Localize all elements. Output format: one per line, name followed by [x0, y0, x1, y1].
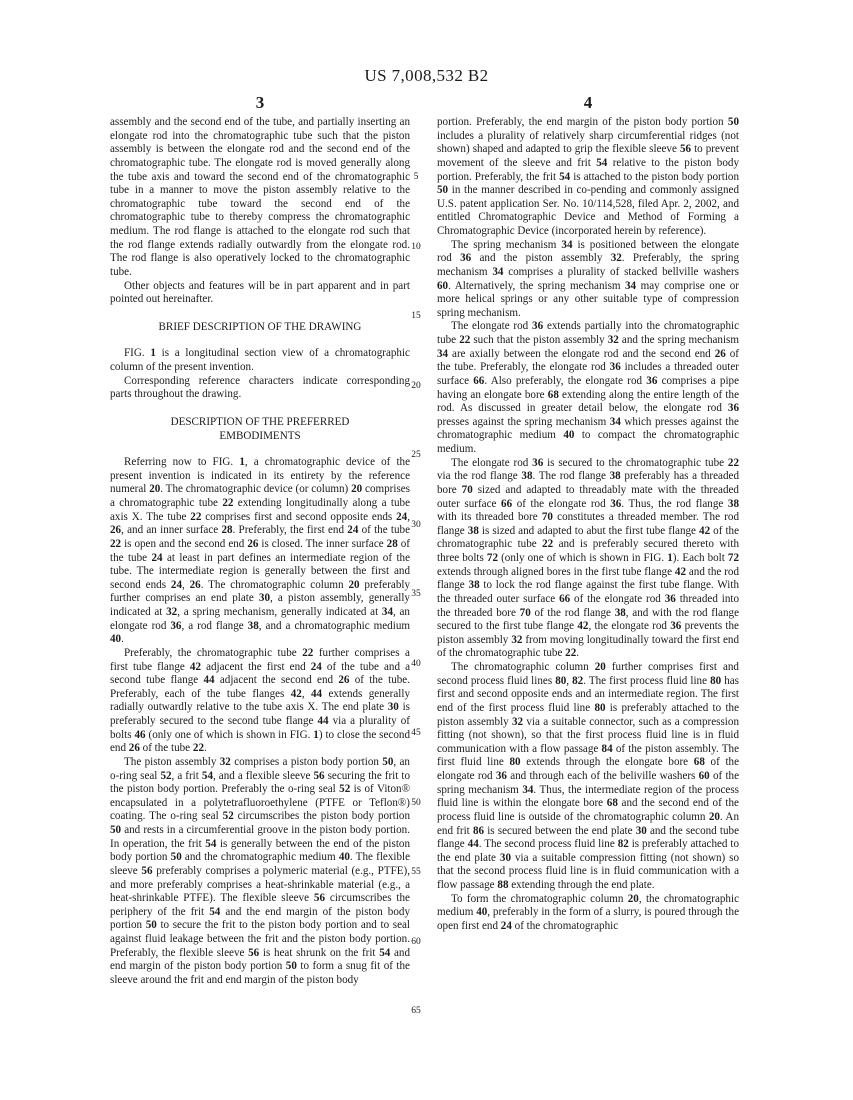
line-number: 55 — [411, 867, 421, 877]
column-number-right: 4 — [583, 93, 593, 112]
line-number: 35 — [411, 589, 421, 599]
line-number: 20 — [411, 380, 421, 391]
line-number: 45 — [411, 728, 421, 738]
paragraph: The spring mechanism 34 is positioned between the elongate rod 36 and the piston assembly 32. Preferably, the spring mechanism 34 comprises a plurality of stacked bellville washers 60. Alternatively, the spring mechanism 34 may comprise one or more helical springs or any other suitable type of compression spring mechanism. — [437, 238, 739, 319]
paragraph: assembly and the second end of the tube, and partially inserting an elongate rod into the chromatographic tube such that the piston assembly is between the elongate rod and the second end of the chromatographic tube. The elongate rod is moved generally along the tube axis and toward the second end of the chromatographic tube in a manner to move the piston assembly relative to the chromatographic tube toward the second end of the chromatographic tube to thereby compress the chromatographic medium. The rod flange is attached to the elongate rod such that the rod flange extends radially outwardly from the elongate rod. The rod flange is also operatively locked to the chromatographic tube. — [110, 116, 410, 278]
text-column-left — [110, 116, 410, 988]
section-heading: DESCRIPTION OF THE PREFERRED EMBODIMENTS — [170, 415, 350, 442]
paragraph: Referring now to FIG. 1, a chromatographic device of the present invention is indicated in its entirety by the reference numeral 20. The chromatographic device (or column) 20 comprises a chromatographic tube 22 extending longitudinally along a tube axis X. The tube 22 comprises first and second opposite ends 24, 26, and an inner surface 28. Preferably, the first end 24 of the tube 22 is open and the second end 26 is closed. The inner surface 28 of the tube 24 at least in part defines an intermediate region of the tube. The intermediate region is generally between the first and second ends 24, 26. The chromatographic column 20 preferably further comprises an end plate 30, a piston assembly, generally indicated at 32, a spring mechanism, generally indicated at 34, an elongate rod 36, a rod flange 38, and a chromatographic medium 40. — [110, 456, 411, 646]
line-number: 65 — [411, 1006, 421, 1016]
line-number: 5 — [413, 172, 419, 182]
line-number: 40 — [411, 658, 421, 669]
paragraph: The chromatographic column 20 further comprises first and second process fluid lines 80, 82. The first process fluid line 80 has first and second opposite ends and an intermediate region. The first end of the first process fluid line 80 is preferably attached to the piston assembly 32 via a suitable connector, such as a compression fitting (not shown), so that the first process fluid line is in fluid communication with a flow passage 84 of the piston assembly. The first fluid line 80 extends through the elongate bore 68 of the elongate rod 36 and through each of the beliville washers 60 of the spring mechanism 34. Thus, the intermediate region of the process fluid line is within the elongate bore 68 and the second end of the process fluid line is outside of the chromatographic column 20. An end frit 86 is secured between the end plate 30 and the second tube flange 44. The second process fluid line 82 is preferably attached to the end plate 30 via a suitable compression fitting (not shown) so that the second process fluid line is in fluid communication with a flow passage 88 extending through the end plate. — [437, 661, 740, 891]
line-number: 10 — [411, 241, 421, 252]
paragraph: Corresponding reference characters indicate corresponding parts throughout the drawing. — [110, 374, 410, 401]
paragraph: portion. Preferably, the end margin of the piston body portion 50 includes a plurality of relatively sharp circumferential ridges (not shown) shaped and adapted to grip the flexible sleeve 56 to prevent movement of the sleeve and frit 54 relative to the piston body portion. Preferably, the frit 54 is attached to the piston body portion 50 in the manner described in co-pending and commonly assigned U.S. patent application Ser. No. 10/114,528, filed Apr. 2, 2002, and entitled Chromatographic Device and Method of Forming a Chromatographic Device (incorporated herein by reference). — [437, 116, 739, 237]
paragraph: Other objects and features will be in part apparent and in part pointed out hereinafter. — [110, 279, 410, 306]
paragraph: The piston assembly 32 comprises a piston body portion 50, an o-ring seal 52, a frit 54, and a flexible sleeve 56 securing the frit to the piston body portion. Preferably the o-ring seal 52 is of Viton® encapsulated in a polytetrafluoroethylene (PTFE or Teflon®) coating. The o-ring seal 52 circumscribes the piston body portion 50 and rests in a circumferential groove in the piston body portion. In operation, the frit 54 is generally between the end of the piston body portion 50 and the chromatographic medium 40. The flexible sleeve 56 preferably comprises a polymeric material (e.g., PTFE), and more preferably comprises a heat-shrinkable material (e.g., a heat-shrinkable PTFE). The flexible sleeve 56 circumscribes the periphery of the frit 54 and the end margin of the piston body portion 50 to secure the frit to the piston body portion and to seal against fluid leakage between the frit and the piston body portion. Preferably, the flexible sleeve 56 is heat shrunk on the frit 54 and end margin of the piston body portion 50 to form a snug fit of the sleeve around the frit and end margin of the piston body — [110, 755, 411, 986]
line-number: 25 — [411, 450, 421, 460]
section-heading: BRIEF DESCRIPTION OF THE DRAWING — [158, 320, 362, 333]
line-number: 60 — [411, 936, 421, 947]
column-number-left: 3 — [255, 93, 265, 112]
text-column-right — [437, 116, 739, 934]
paragraph: The elongate rod 36 is secured to the chromatographic tube 22 via the rod flange 38. The rod flange 38 preferably has a threaded bore 70 sized and adapted to threadably mate with the threaded outer surface 66 of the elongate rod 36. Thus, the rod flange 38 with its threaded bore 70 constitutes a threaded member. The rod flange 38 is sized and adapted to abut the first tube flange 42 of the chromatographic tube 22 and is preferably secured thereto with three bolts 72 (only one of which is shown in FIG. 1). Each bolt 72 extends through aligned bores in the first tube flange 42 and the rod flange 38 to lock the rod flange against the first tube flange. With the threaded outer surface 66 of the elongate rod 36 threaded into the threaded bore 70 of the rod flange 38, and with the rod flange secured to the first tube flange 42, the elongate rod 36 prevents the piston assembly 32 from moving longitudinally toward the first end of the chromatographic tube 22. — [437, 456, 740, 660]
paragraph: To form the chromatographic column 20, the chromatographic medium 40, preferably in the form of a slurry, is poured through the open first end 24 of the chromatographic — [437, 892, 739, 932]
line-number: 50 — [411, 797, 421, 808]
paragraph: The elongate rod 36 extends partially into the chromatographic tube 22 such that the piston assembly 32 and the spring mechanism 34 are axially between the elongate rod and the second end 26 of the tube. Preferably, the elongate rod 36 includes a threaded outer surface 66. Also preferably, the elongate rod 36 comprises a pipe having an elongate bore 68 extending along the entire length of the rod. As discussed in greater detail below, the elongate rod 36 presses against the spring mechanism 34 which presses against the chromatographic medium 40 to compact the chromatographic medium. — [437, 320, 740, 455]
paragraph: FIG. 1 is a longitudinal section view of a chromatographic column of the present invention. — [110, 347, 410, 373]
line-number: 15 — [411, 311, 421, 321]
patent-number-header: US 7,008,532 B2 — [364, 66, 489, 85]
line-number: 30 — [411, 519, 421, 530]
paragraph: Preferably, the chromatographic tube 22 further comprises a first tube flange 42 adjacent the first end 24 of the tube and a second tube flange 44 adjacent the second end 26 of the tube. Preferably, each of the tube flanges 42, 44 extends generally radially outwardly relative to the tube axis X. The end plate 30 is preferably secured to the second tube flange 44 via a plurality of bolts 46 (only one of which is shown in FIG. 1) to close the second end 26 of the tube 22. — [110, 646, 411, 755]
